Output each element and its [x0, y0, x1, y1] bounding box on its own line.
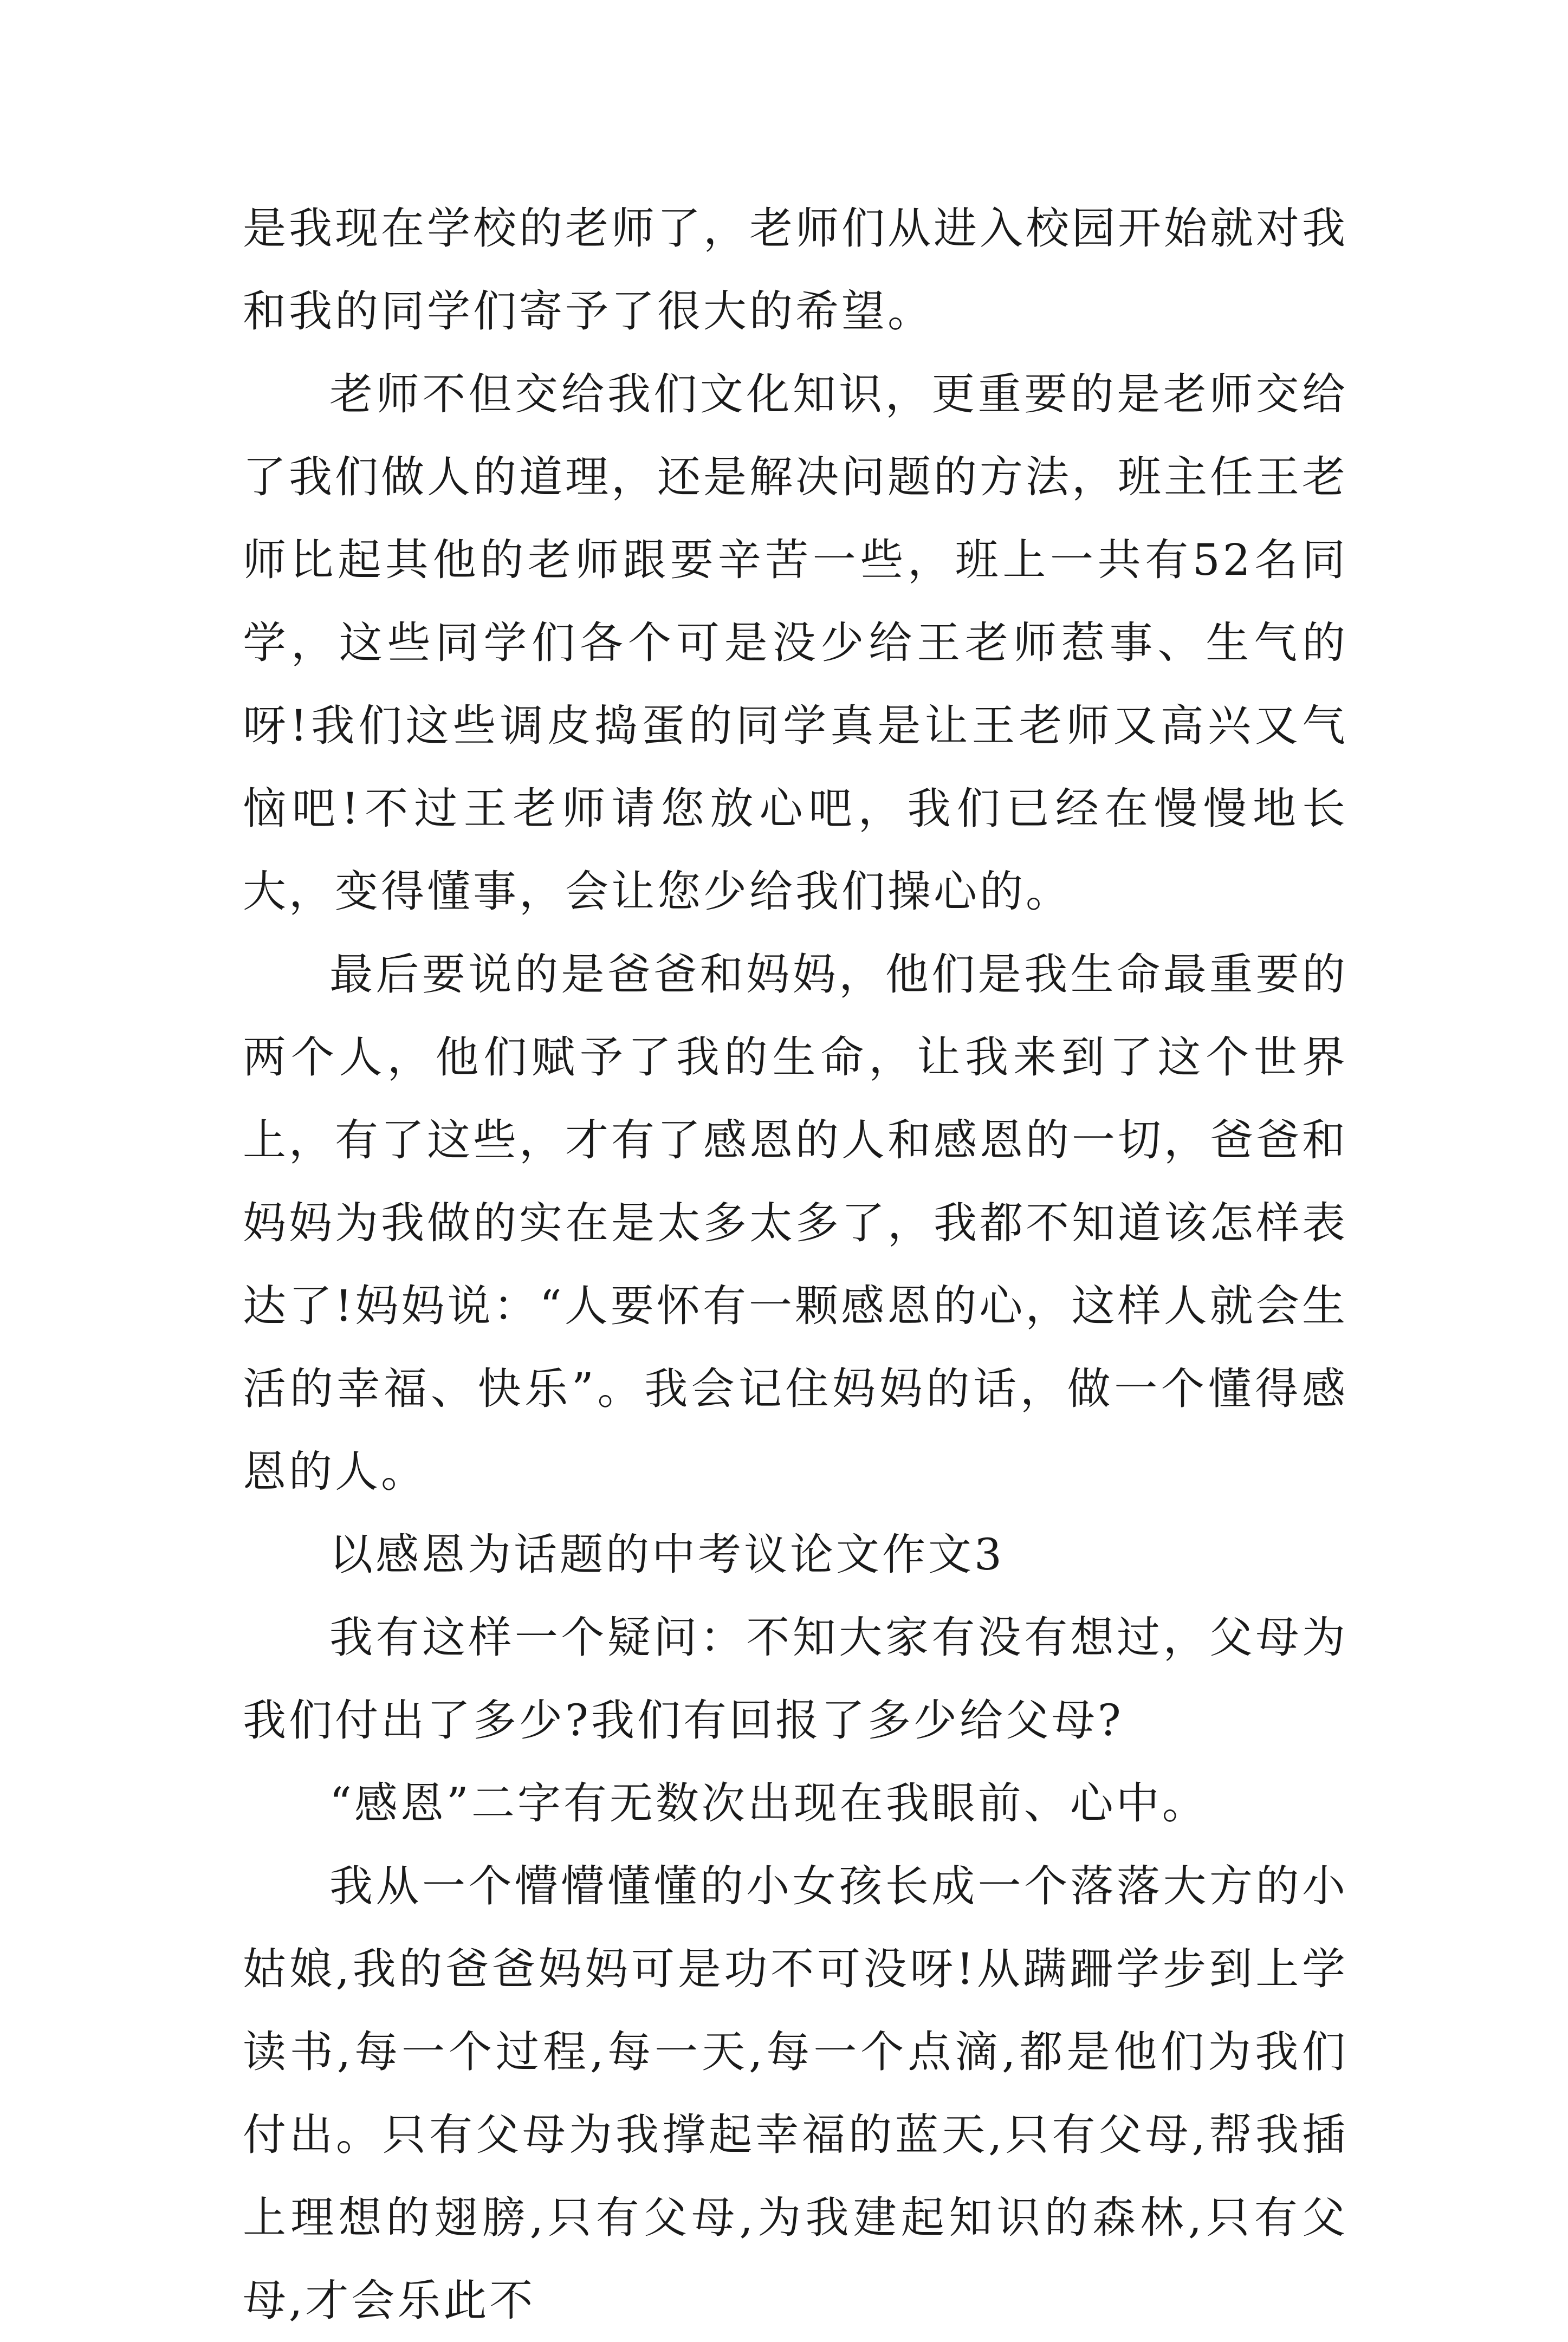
- paragraph-2: 老师不但交给我们文化知识，更重要的是老师交给了我们做人的道理，还是解决问题的方法，班主任王老师比起其他的老师跟要辛苦一些，班上一共有52名同学，这些同学们各个可是没少给王老师惹事、生气的呀!我们这些调皮捣蛋的同学真是让王老师又高兴又气恼吧!不过王老师请您放心吧，我们已经在慢慢地长大，变得懂事，会让您少给我们操心的。: [243, 369, 1348, 917]
- document-body: [243, 187, 1348, 2342]
- paragraph-1: 是我现在学校的老师了，老师们从进入校园开始就对我和我的同学们寄予了很大的希望。: [243, 203, 1348, 336]
- paragraph-4: 我有这样一个疑问：不知大家有没有想过，父母为我们付出了多少?我们有回报了多少给父母?: [243, 1612, 1348, 1746]
- paragraph-6: 我从一个懵懵懂懂的小女孩长成一个落落大方的小姑娘,我的爸爸妈妈可是功不可没呀!从蹒跚学步到上学读书,每一个过程,每一天,每一个点滴,都是他们为我们付出。只有父母为我撑起幸福的蓝天,只有父母,帮我插上理想的翅膀,只有父母,为我建起知识的森林,只有父母,才会乐此不: [243, 1861, 1348, 2326]
- essay-title: 以感恩为话题的中考议论文作文3: [329, 1529, 1005, 1580]
- paragraph-5: “感恩”二字有无数次出现在我眼前、心中。: [329, 1778, 1208, 1828]
- paragraph-3: 最后要说的是爸爸和妈妈，他们是我生命最重要的两个人，他们赋予了我的生命，让我来到了这个世界上，有了这些，才有了感恩的人和感恩的一切，爸爸和妈妈为我做的实在是太多太多了，我都不知道该怎样表达了!妈妈说：“人要怀有一颗感恩的心，这样人就会生活的幸福、快乐”。我会记住妈妈的话，做一个懂得感恩的人。: [243, 949, 1348, 1497]
